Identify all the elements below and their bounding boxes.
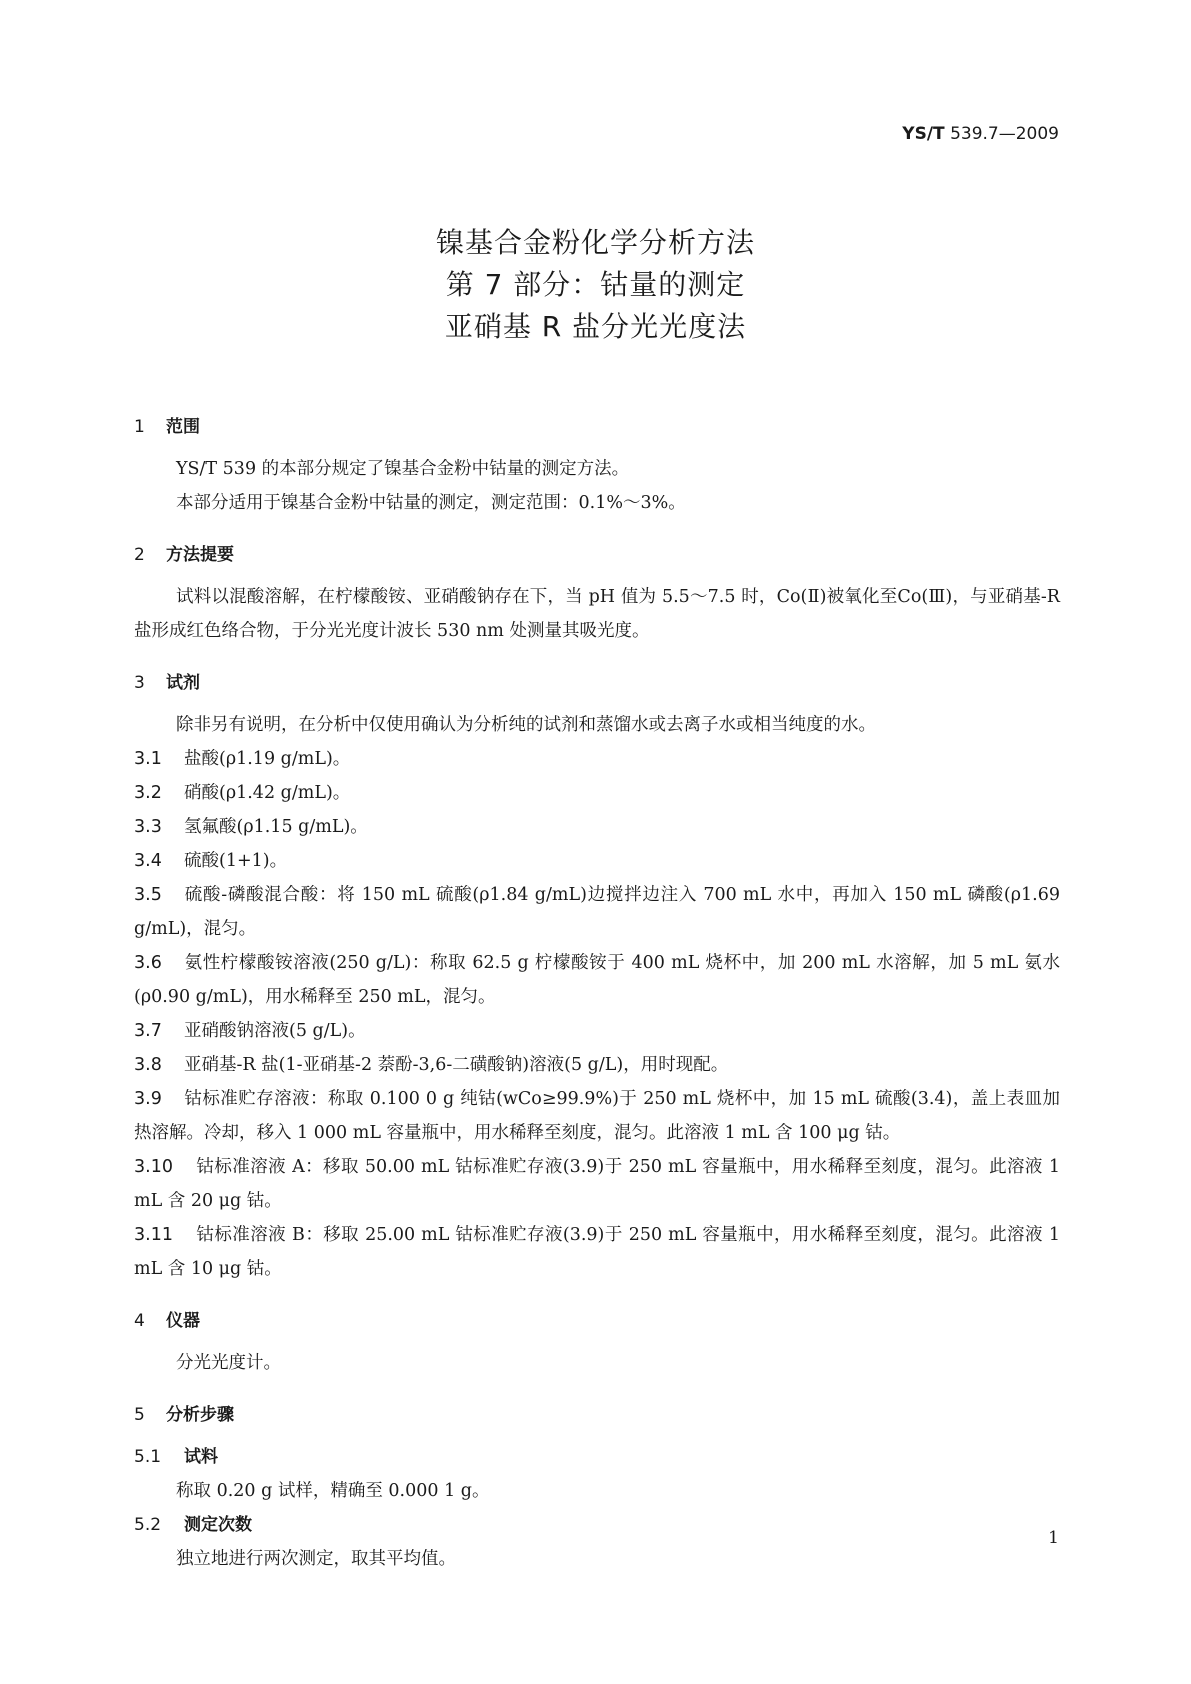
title-line-3: 亚硝基 R 盐分光光度法: [444, 310, 747, 343]
section-2-paragraph: 试料以混酸溶解，在柠檬酸铵、亚硝酸钠存在下，当 pH 值为 5.5～7.5 时，Co(Ⅱ)被氧化至Co(Ⅲ)，与亚硝基-R 盐形成红色络合物，于分光光度计波长 530 nm 处测量其吸光度。: [134, 587, 1060, 641]
document-title: [0, 222, 1191, 348]
reagent-item: 3.5 硫酸-磷酸混合酸：将 150 mL 硫酸(ρ1.84 g/mL)边搅拌边注入 700 mL 水中，再加入 150 mL 磷酸(ρ1.69 g/mL)，混匀。: [134, 885, 1060, 939]
reagent-item: 3.3 氢氟酸(ρ1.15 g/mL)。: [134, 817, 368, 837]
title-line-1: 镍基合金粉化学分析方法: [435, 226, 755, 259]
reagent-item: 3.2 硝酸(ρ1.42 g/mL)。: [134, 783, 351, 803]
section-4-paragraph: 分光光度计。: [176, 1353, 281, 1373]
standard-number: YS/T 539.7—2009: [902, 124, 1059, 144]
section-5-1-heading: 5.1 试料: [134, 1447, 218, 1467]
reagent-item: 3.7 亚硝酸钠溶液(5 g/L)。: [134, 1021, 366, 1041]
section-5-1-paragraph: 称取 0.20 g 试样，精确至 0.000 1 g。: [176, 1481, 490, 1501]
section-5-heading: 5 分析步骤: [134, 1405, 234, 1425]
section-3-heading: 3 试剂: [134, 673, 200, 693]
reagent-item: 3.8 亚硝基-R 盐(1-亚硝基-2 萘酚-3,6-二磺酸钠)溶液(5 g/L)，用时现配。: [134, 1055, 729, 1075]
reagent-item: 3.1 盐酸(ρ1.19 g/mL)。: [134, 749, 351, 769]
reagent-item: 3.4 硫酸(1+1)。: [134, 851, 288, 871]
reagent-item: 3.11 钴标准溶液 B：移取 25.00 mL 钴标准贮存液(3.9)于 250 mL 容量瓶中，用水稀释至刻度，混匀。此溶液 1 mL 含 10 μg 钴。: [134, 1225, 1060, 1279]
section-4-heading: 4 仪器: [134, 1311, 200, 1331]
section-1-heading: 1 范围: [134, 417, 200, 437]
section-5-2-heading: 5.2 测定次数: [134, 1515, 252, 1535]
reagent-item: 3.9 钴标准贮存溶液：称取 0.100 0 g 纯钴(wCo≥99.9%)于 250 mL 烧杯中，加 15 mL 硫酸(3.4)，盖上表皿加热溶解。冷却，移入 1 000 mL 容量瓶中，用水稀释至刻度，混匀。此溶液 1 mL 含 100 μg 钴。: [134, 1089, 1060, 1143]
section-3-paragraph: 除非另有说明，在分析中仅使用确认为分析纯的试剂和蒸馏水或去离子水或相当纯度的水。: [176, 715, 876, 735]
page-number: 1: [1048, 1528, 1059, 1548]
document-body: [134, 410, 1060, 1576]
section-2-heading: 2 方法提要: [134, 545, 234, 565]
section-1-paragraph-1: YS/T 539 的本部分规定了镍基合金粉中钴量的测定方法。: [176, 459, 630, 479]
section-5-2-paragraph: 独立地进行两次测定，取其平均值。: [176, 1549, 456, 1569]
reagent-item: 3.6 氨性柠檬酸铵溶液(250 g/L)：称取 62.5 g 柠檬酸铵于 400 mL 烧杯中，加 200 mL 水溶解，加 5 mL 氨水(ρ0.90 g/mL)，用水稀释至 250 mL，混匀。: [134, 953, 1060, 1007]
reagent-item: 3.10 钴标准溶液 A：移取 50.00 mL 钴标准贮存液(3.9)于 250 mL 容量瓶中，用水稀释至刻度，混匀。此溶液 1 mL 含 20 μg 钴。: [134, 1157, 1060, 1211]
title-line-2: 第 7 部分：钴量的测定: [445, 268, 746, 301]
section-1-paragraph-2: 本部分适用于镍基合金粉中钴量的测定，测定范围：0.1%～3%。: [176, 493, 686, 513]
